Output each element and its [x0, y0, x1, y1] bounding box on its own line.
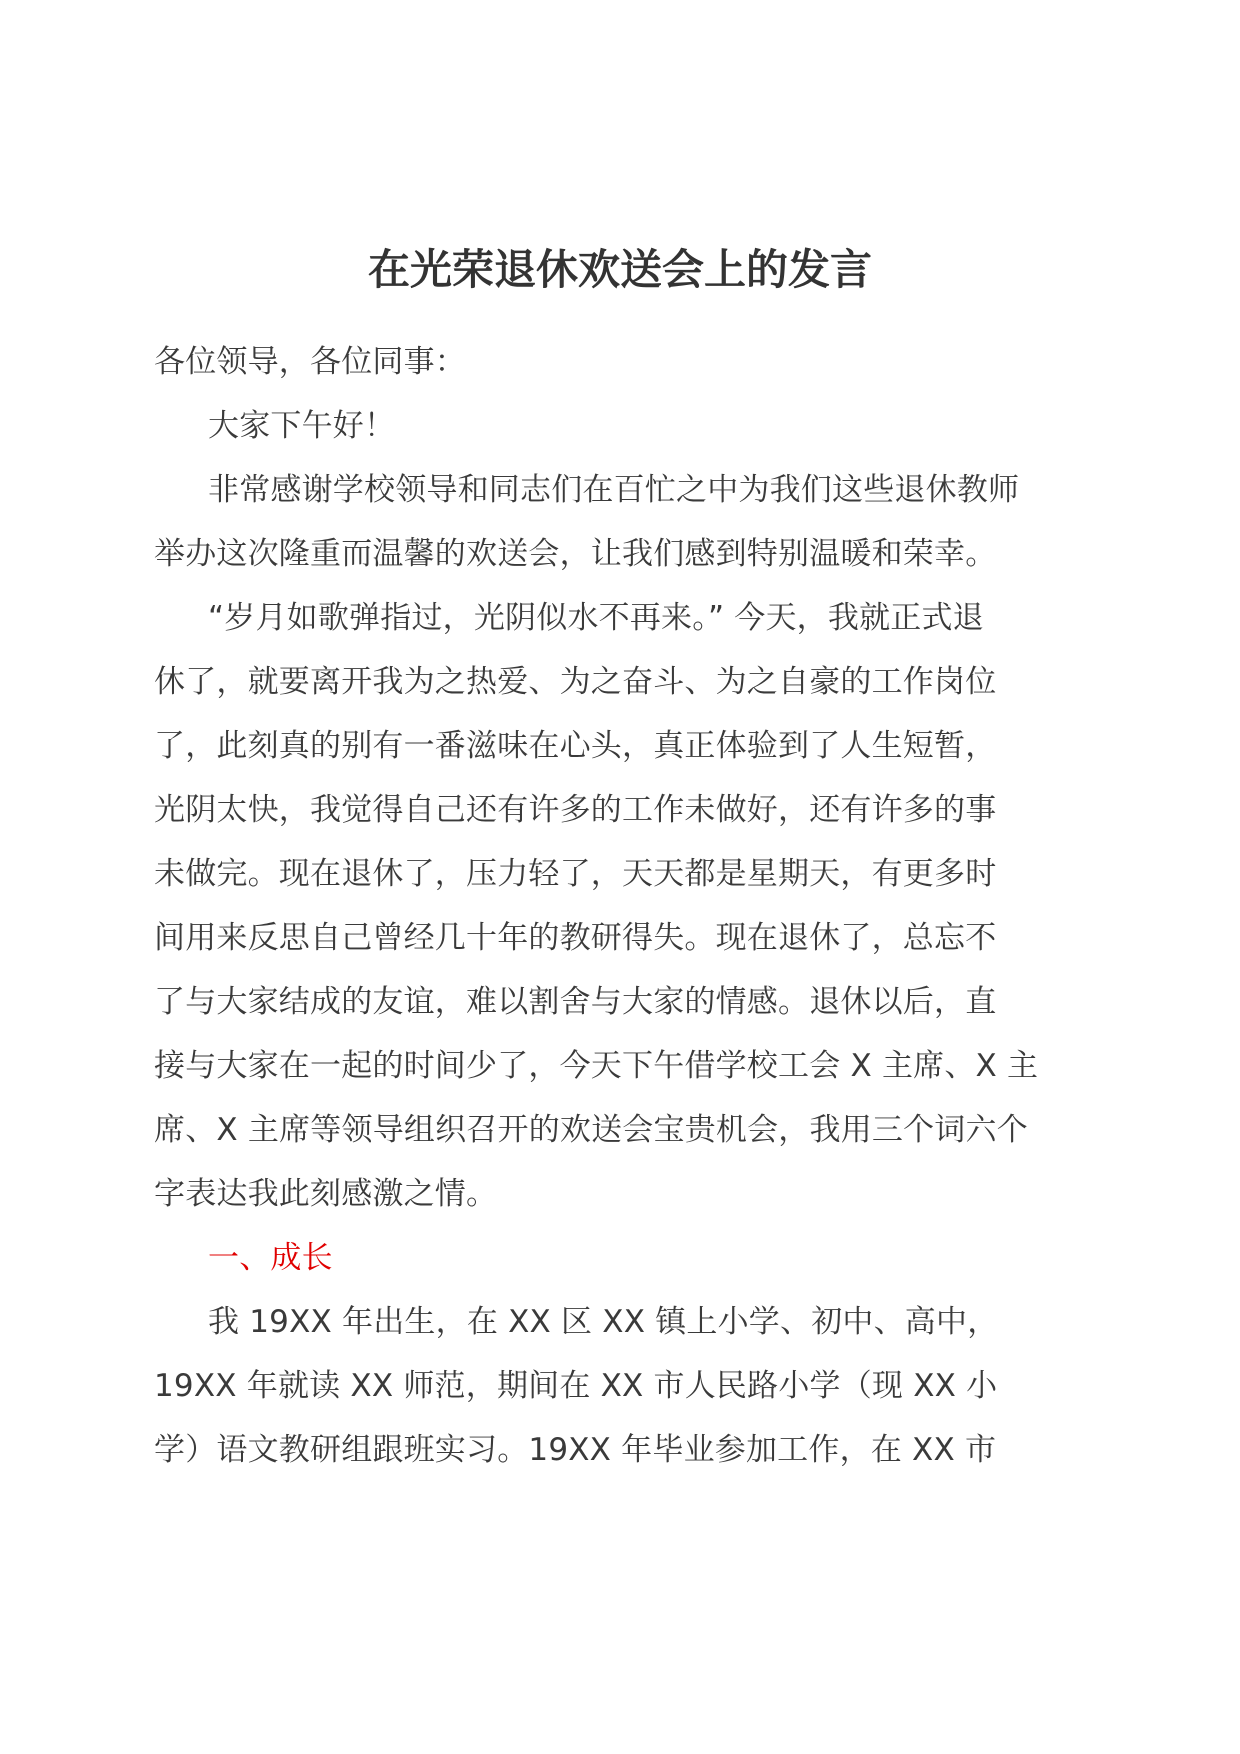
paragraph-line: 席、X 主席等领导组织召开的欢送会宝贵机会，我用三个词六个	[154, 1112, 1028, 1148]
greeting: 大家下午好！	[208, 408, 396, 444]
paragraph-line: 了，此刻真的别有一番滋味在心头，真正体验到了人生短暂，	[154, 728, 997, 764]
paragraph-line: 未做完。现在退休了，压力轻了，天天都是星期天，有更多时	[154, 856, 997, 892]
paragraph-line: 字表达我此刻感激之情。	[154, 1176, 498, 1212]
paragraph-line: 间用来反思自己曾经几十年的教研得失。现在退休了，总忘不	[154, 920, 997, 956]
paragraph-line: 休了，就要离开我为之热爱、为之奋斗、为之自豪的工作岗位	[154, 664, 997, 700]
paragraph-line: 非常感谢学校领导和同志们在百忙之中为我们这些退休教师	[208, 472, 1020, 508]
paragraph-line: 我 19XX 年出生，在 XX 区 XX 镇上小学、初中、高中，	[208, 1304, 999, 1340]
paragraph-line: 接与大家在一起的时间少了，今天下午借学校工会 X 主席、X 主	[154, 1048, 1039, 1084]
paragraph-line: 学）语文教研组跟班实习。19XX 年毕业参加工作，在 XX 市	[154, 1432, 997, 1468]
section-heading: 一、成长	[208, 1240, 333, 1276]
paragraph-line: 光阴太快，我觉得自己还有许多的工作未做好，还有许多的事	[154, 792, 997, 828]
paragraph-line: 了与大家结成的友谊，难以割舍与大家的情感。退休以后，直	[154, 984, 997, 1020]
document-title: 在光荣退休欢送会上的发言	[367, 245, 872, 294]
paragraph-line: 举办这次隆重而温馨的欢送会，让我们感到特别温暖和荣幸。	[154, 536, 997, 572]
paragraph-line: “岁月如歌弹指过，光阴似水不再来。” 今天，我就正式退	[208, 600, 984, 636]
salutation: 各位领导，各位同事：	[154, 344, 466, 380]
paragraph-line: 19XX 年就读 XX 师范，期间在 XX 市人民路小学（现 XX 小	[154, 1368, 998, 1404]
